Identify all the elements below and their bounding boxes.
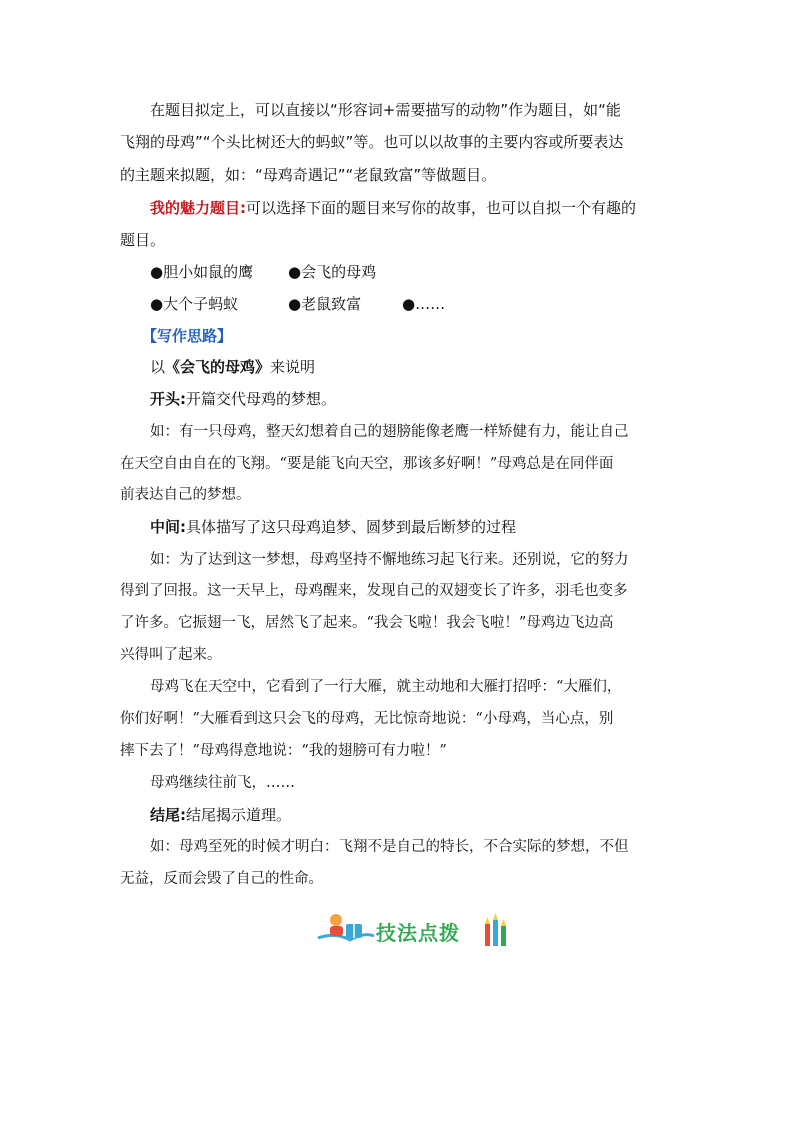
intro-line-2: 飞翔的母鸡”“个头比树还大的蚂蚁”等。也可以以故事的主要内容或所要表达 [120, 133, 624, 151]
charm-text-1: 可以选择下面的题目来写你的故事，也可以自拟一个有趣的 [246, 199, 637, 217]
ending-example-1: 如：母鸡至死的时候才明白：飞翔不是自己的特长，不合实际的梦想，不但 [150, 839, 629, 855]
opening-example-2: 在天空自由自在的飞翔。“要是能飞向天空，那该多好啊！”母鸡总是在同伴面 [120, 456, 614, 472]
middle-line [150, 516, 710, 538]
approach-title: 《会飞的母鸡》 [165, 358, 271, 376]
approach-post: 来说明 [270, 358, 316, 376]
option-2: ●会飞的母鸡 [288, 263, 377, 281]
pencils-icon [482, 912, 510, 948]
middle-para1-line1: 如：为了达到这一梦想，母鸡坚持不懈地练习起飞行来。还别说，它的努力 [150, 552, 629, 568]
option-1: ●胆小如鼠的鹰 [150, 263, 254, 281]
intro-line-3: 的主题来拟题，如：“母鸡奇遇记”“老鼠致富”等做题目。 [120, 166, 497, 184]
ending-label: 结尾: [150, 806, 186, 824]
middle-para3: 母鸡继续往前飞，…… [150, 775, 295, 791]
approach-heading: 【写作思路】 [142, 327, 233, 345]
middle-para2-line3: 摔下去了！”母鸡得意地说：“我的翅膀可有力啦！” [120, 743, 447, 759]
ending-text: 结尾揭示道理。 [186, 806, 292, 824]
option-3: ●大个子蚂蚁 [150, 295, 239, 313]
approach-pre: 以 [150, 358, 166, 376]
middle-para1-line2: 得到了回报。这一天早上，母鸡醒来，发现自己的双翅变长了许多，羽毛也变多 [120, 583, 628, 599]
charm-title-line [150, 197, 710, 219]
charm-text-2: 题目。 [120, 231, 166, 249]
middle-para1-line4: 兴得叫了起来。 [120, 647, 222, 663]
ending-line [150, 804, 710, 826]
intro-line-1: 在题目拟定上，可以直接以“形容词+需要描写的动物”作为题目，如“能 [150, 101, 621, 119]
middle-label: 中间: [150, 518, 186, 536]
middle-text: 具体描写了这只母鸡追梦、圆梦到最后断梦的过程 [186, 518, 517, 536]
opening-line [150, 388, 710, 410]
opening-label: 开头: [150, 390, 186, 408]
options-row-2 [150, 293, 710, 315]
ending-example-2: 无益，反而会毁了自己的性命。 [120, 871, 323, 887]
charm-label: 我的魅力题目: [150, 199, 246, 217]
opening-text: 开篇交代母鸡的梦想。 [186, 390, 337, 408]
approach-line [150, 356, 710, 378]
middle-para2-line2: 你们好啊！”大雁看到这只会飞的母鸡，无比惊奇地说：“小母鸡，当心点，别 [120, 711, 614, 727]
options-row-1 [150, 261, 710, 283]
middle-para2-line1: 母鸡飞在天空中，它看到了一行大雁，就主动地和大雁打招呼：“大雁们， [150, 679, 622, 695]
option-4: ●老鼠致富 [288, 295, 362, 313]
technique-banner [316, 910, 512, 950]
option-5: ●…… [402, 295, 446, 313]
middle-para1-line3: 了许多。它振翅一飞，居然飞了起来。“我会飞啦！我会飞啦！”母鸡边飞边高 [120, 615, 614, 631]
opening-example-1: 如：有一只母鸡，整天幻想着自己的翅膀能像老鹰一样矫健有力，能让自己 [150, 424, 629, 440]
technique-banner-label: 技法点拨 [376, 921, 460, 945]
reading-child-icon [316, 910, 376, 950]
opening-example-3: 前表达自己的梦想。 [120, 487, 251, 503]
